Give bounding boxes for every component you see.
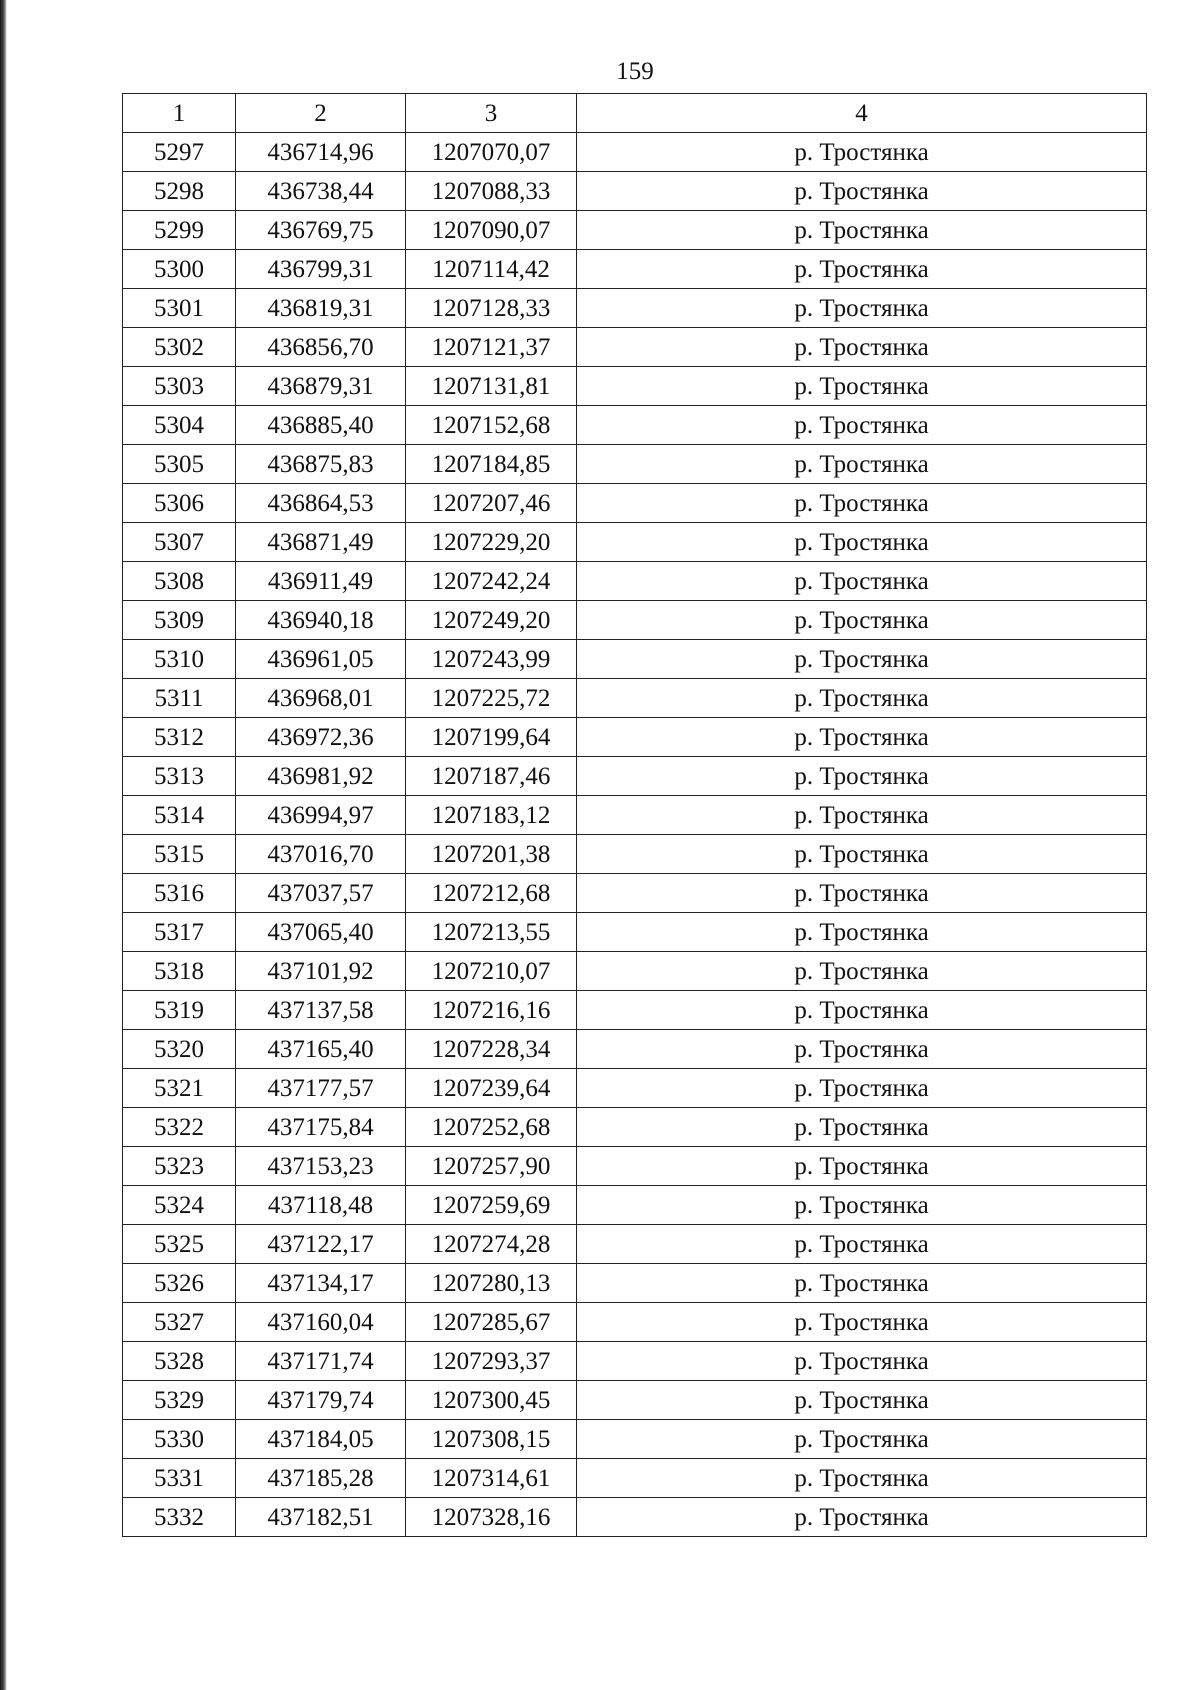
page-number: 159	[616, 58, 654, 85]
table-row	[123, 445, 1147, 484]
cell-description: р. Тростянка	[577, 1342, 1147, 1381]
table-row	[123, 172, 1147, 211]
cell-y-coordinate: 1207243,99	[406, 640, 577, 679]
cell-x-coordinate: 437137,58	[236, 991, 406, 1030]
cell-y-coordinate: 1207210,07	[406, 952, 577, 991]
cell-x-coordinate: 437016,70	[236, 835, 406, 874]
header-cell-y-coordinate: 3	[406, 94, 577, 133]
cell-y-coordinate: 1207070,07	[406, 133, 577, 172]
cell-point-number: 5301	[123, 289, 236, 328]
cell-description: р. Тростянка	[577, 1147, 1147, 1186]
cell-y-coordinate: 1207300,45	[406, 1381, 577, 1420]
cell-description: р. Тростянка	[577, 913, 1147, 952]
table-row	[123, 1264, 1147, 1303]
cell-y-coordinate: 1207259,69	[406, 1186, 577, 1225]
cell-x-coordinate: 437160,04	[236, 1303, 406, 1342]
cell-y-coordinate: 1207128,33	[406, 289, 577, 328]
cell-point-number: 5326	[123, 1264, 236, 1303]
cell-x-coordinate: 436994,97	[236, 796, 406, 835]
cell-description: р. Тростянка	[577, 1381, 1147, 1420]
table-row	[123, 1420, 1147, 1459]
cell-description: р. Тростянка	[577, 835, 1147, 874]
table-row	[123, 913, 1147, 952]
cell-y-coordinate: 1207285,67	[406, 1303, 577, 1342]
cell-x-coordinate: 437037,57	[236, 874, 406, 913]
cell-description: р. Тростянка	[577, 484, 1147, 523]
cell-description: р. Тростянка	[577, 172, 1147, 211]
cell-y-coordinate: 1207252,68	[406, 1108, 577, 1147]
table-row	[123, 1030, 1147, 1069]
table-row	[123, 211, 1147, 250]
cell-point-number: 5316	[123, 874, 236, 913]
cell-point-number: 5315	[123, 835, 236, 874]
cell-point-number: 5303	[123, 367, 236, 406]
cell-point-number: 5297	[123, 133, 236, 172]
table-row	[123, 250, 1147, 289]
cell-description: р. Тростянка	[577, 757, 1147, 796]
cell-point-number: 5298	[123, 172, 236, 211]
cell-point-number: 5312	[123, 718, 236, 757]
cell-description: р. Тростянка	[577, 718, 1147, 757]
cell-description: р. Тростянка	[577, 601, 1147, 640]
cell-point-number: 5313	[123, 757, 236, 796]
cell-point-number: 5299	[123, 211, 236, 250]
table-row	[123, 406, 1147, 445]
cell-y-coordinate: 1207152,68	[406, 406, 577, 445]
cell-x-coordinate: 436864,53	[236, 484, 406, 523]
table-row	[123, 367, 1147, 406]
cell-x-coordinate: 436856,70	[236, 328, 406, 367]
cell-description: р. Тростянка	[577, 328, 1147, 367]
cell-y-coordinate: 1207274,28	[406, 1225, 577, 1264]
cell-y-coordinate: 1207207,46	[406, 484, 577, 523]
cell-x-coordinate: 437171,74	[236, 1342, 406, 1381]
table-row	[123, 718, 1147, 757]
cell-description: р. Тростянка	[577, 1108, 1147, 1147]
header-cell-description: 4	[577, 94, 1147, 133]
cell-description: р. Тростянка	[577, 133, 1147, 172]
cell-x-coordinate: 437134,17	[236, 1264, 406, 1303]
cell-y-coordinate: 1207216,16	[406, 991, 577, 1030]
table-row	[123, 484, 1147, 523]
table-row	[123, 133, 1147, 172]
cell-y-coordinate: 1207225,72	[406, 679, 577, 718]
cell-point-number: 5323	[123, 1147, 236, 1186]
cell-point-number: 5304	[123, 406, 236, 445]
cell-y-coordinate: 1207228,34	[406, 1030, 577, 1069]
cell-description: р. Тростянка	[577, 679, 1147, 718]
header-row	[123, 94, 1147, 133]
table-row	[123, 1147, 1147, 1186]
cell-y-coordinate: 1207088,33	[406, 172, 577, 211]
cell-point-number: 5328	[123, 1342, 236, 1381]
cell-description: р. Тростянка	[577, 523, 1147, 562]
scan-edge-shadow	[0, 0, 7, 1690]
cell-description: р. Тростянка	[577, 250, 1147, 289]
table-row	[123, 1186, 1147, 1225]
cell-description: р. Тростянка	[577, 1498, 1147, 1537]
cell-point-number: 5331	[123, 1459, 236, 1498]
table-row	[123, 757, 1147, 796]
table-row	[123, 835, 1147, 874]
table-row	[123, 1459, 1147, 1498]
cell-y-coordinate: 1207314,61	[406, 1459, 577, 1498]
cell-description: р. Тростянка	[577, 1069, 1147, 1108]
cell-y-coordinate: 1207199,64	[406, 718, 577, 757]
cell-x-coordinate: 436981,92	[236, 757, 406, 796]
table-row	[123, 1342, 1147, 1381]
cell-description: р. Тростянка	[577, 640, 1147, 679]
cell-point-number: 5330	[123, 1420, 236, 1459]
cell-x-coordinate: 437177,57	[236, 1069, 406, 1108]
cell-point-number: 5319	[123, 991, 236, 1030]
table-body	[123, 133, 1147, 1537]
cell-x-coordinate: 437185,28	[236, 1459, 406, 1498]
cell-point-number: 5322	[123, 1108, 236, 1147]
cell-description: р. Тростянка	[577, 1459, 1147, 1498]
cell-x-coordinate: 436769,75	[236, 211, 406, 250]
cell-y-coordinate: 1207239,64	[406, 1069, 577, 1108]
table-row	[123, 952, 1147, 991]
cell-point-number: 5305	[123, 445, 236, 484]
table-row	[123, 601, 1147, 640]
cell-x-coordinate: 436972,36	[236, 718, 406, 757]
cell-y-coordinate: 1207229,20	[406, 523, 577, 562]
cell-description: р. Тростянка	[577, 211, 1147, 250]
cell-y-coordinate: 1207212,68	[406, 874, 577, 913]
cell-description: р. Тростянка	[577, 1264, 1147, 1303]
cell-x-coordinate: 436738,44	[236, 172, 406, 211]
cell-x-coordinate: 437182,51	[236, 1498, 406, 1537]
cell-point-number: 5317	[123, 913, 236, 952]
table-row	[123, 874, 1147, 913]
cell-x-coordinate: 437165,40	[236, 1030, 406, 1069]
cell-point-number: 5321	[123, 1069, 236, 1108]
cell-x-coordinate: 437153,23	[236, 1147, 406, 1186]
cell-description: р. Тростянка	[577, 874, 1147, 913]
cell-description: р. Тростянка	[577, 796, 1147, 835]
cell-x-coordinate: 437122,17	[236, 1225, 406, 1264]
cell-x-coordinate: 437101,92	[236, 952, 406, 991]
table-row	[123, 1303, 1147, 1342]
cell-y-coordinate: 1207242,24	[406, 562, 577, 601]
cell-x-coordinate: 437065,40	[236, 913, 406, 952]
cell-point-number: 5327	[123, 1303, 236, 1342]
cell-x-coordinate: 436961,05	[236, 640, 406, 679]
cell-y-coordinate: 1207293,37	[406, 1342, 577, 1381]
cell-point-number: 5332	[123, 1498, 236, 1537]
table-header	[123, 94, 1147, 133]
cell-point-number: 5309	[123, 601, 236, 640]
cell-point-number: 5311	[123, 679, 236, 718]
table-row	[123, 991, 1147, 1030]
cell-x-coordinate: 436885,40	[236, 406, 406, 445]
cell-x-coordinate: 437179,74	[236, 1381, 406, 1420]
cell-y-coordinate: 1207257,90	[406, 1147, 577, 1186]
cell-x-coordinate: 436940,18	[236, 601, 406, 640]
cell-point-number: 5325	[123, 1225, 236, 1264]
cell-point-number: 5314	[123, 796, 236, 835]
cell-x-coordinate: 437175,84	[236, 1108, 406, 1147]
cell-description: р. Тростянка	[577, 406, 1147, 445]
cell-description: р. Тростянка	[577, 952, 1147, 991]
table-row	[123, 328, 1147, 367]
cell-description: р. Тростянка	[577, 991, 1147, 1030]
cell-description: р. Тростянка	[577, 445, 1147, 484]
cell-description: р. Тростянка	[577, 1420, 1147, 1459]
cell-description: р. Тростянка	[577, 367, 1147, 406]
cell-x-coordinate: 436879,31	[236, 367, 406, 406]
table-row	[123, 1225, 1147, 1264]
cell-description: р. Тростянка	[577, 1030, 1147, 1069]
cell-y-coordinate: 1207184,85	[406, 445, 577, 484]
cell-x-coordinate: 436911,49	[236, 562, 406, 601]
cell-y-coordinate: 1207114,42	[406, 250, 577, 289]
table-row	[123, 640, 1147, 679]
cell-y-coordinate: 1207187,46	[406, 757, 577, 796]
cell-x-coordinate: 437118,48	[236, 1186, 406, 1225]
cell-description: р. Тростянка	[577, 289, 1147, 328]
cell-y-coordinate: 1207201,38	[406, 835, 577, 874]
cell-point-number: 5300	[123, 250, 236, 289]
cell-y-coordinate: 1207131,81	[406, 367, 577, 406]
cell-point-number: 5320	[123, 1030, 236, 1069]
cell-x-coordinate: 436875,83	[236, 445, 406, 484]
cell-point-number: 5310	[123, 640, 236, 679]
table-row	[123, 679, 1147, 718]
coordinates-table	[122, 93, 1147, 1537]
table-row	[123, 796, 1147, 835]
table-row	[123, 289, 1147, 328]
cell-point-number: 5308	[123, 562, 236, 601]
table-row	[123, 1381, 1147, 1420]
cell-x-coordinate: 436714,96	[236, 133, 406, 172]
cell-y-coordinate: 1207183,12	[406, 796, 577, 835]
cell-point-number: 5324	[123, 1186, 236, 1225]
cell-y-coordinate: 1207121,37	[406, 328, 577, 367]
cell-description: р. Тростянка	[577, 562, 1147, 601]
table-row	[123, 523, 1147, 562]
header-cell-point-number: 1	[123, 94, 236, 133]
cell-y-coordinate: 1207090,07	[406, 211, 577, 250]
cell-y-coordinate: 1207280,13	[406, 1264, 577, 1303]
cell-description: р. Тростянка	[577, 1225, 1147, 1264]
cell-point-number: 5307	[123, 523, 236, 562]
cell-x-coordinate: 436819,31	[236, 289, 406, 328]
cell-description: р. Тростянка	[577, 1303, 1147, 1342]
cell-point-number: 5302	[123, 328, 236, 367]
cell-y-coordinate: 1207213,55	[406, 913, 577, 952]
table-row	[123, 1108, 1147, 1147]
table-row	[123, 1069, 1147, 1108]
cell-x-coordinate: 437184,05	[236, 1420, 406, 1459]
header-cell-x-coordinate: 2	[236, 94, 406, 133]
cell-y-coordinate: 1207308,15	[406, 1420, 577, 1459]
cell-point-number: 5318	[123, 952, 236, 991]
cell-x-coordinate: 436968,01	[236, 679, 406, 718]
table-row	[123, 1498, 1147, 1537]
table-row	[123, 562, 1147, 601]
cell-y-coordinate: 1207328,16	[406, 1498, 577, 1537]
cell-x-coordinate: 436799,31	[236, 250, 406, 289]
cell-point-number: 5329	[123, 1381, 236, 1420]
cell-y-coordinate: 1207249,20	[406, 601, 577, 640]
cell-point-number: 5306	[123, 484, 236, 523]
cell-description: р. Тростянка	[577, 1186, 1147, 1225]
cell-x-coordinate: 436871,49	[236, 523, 406, 562]
